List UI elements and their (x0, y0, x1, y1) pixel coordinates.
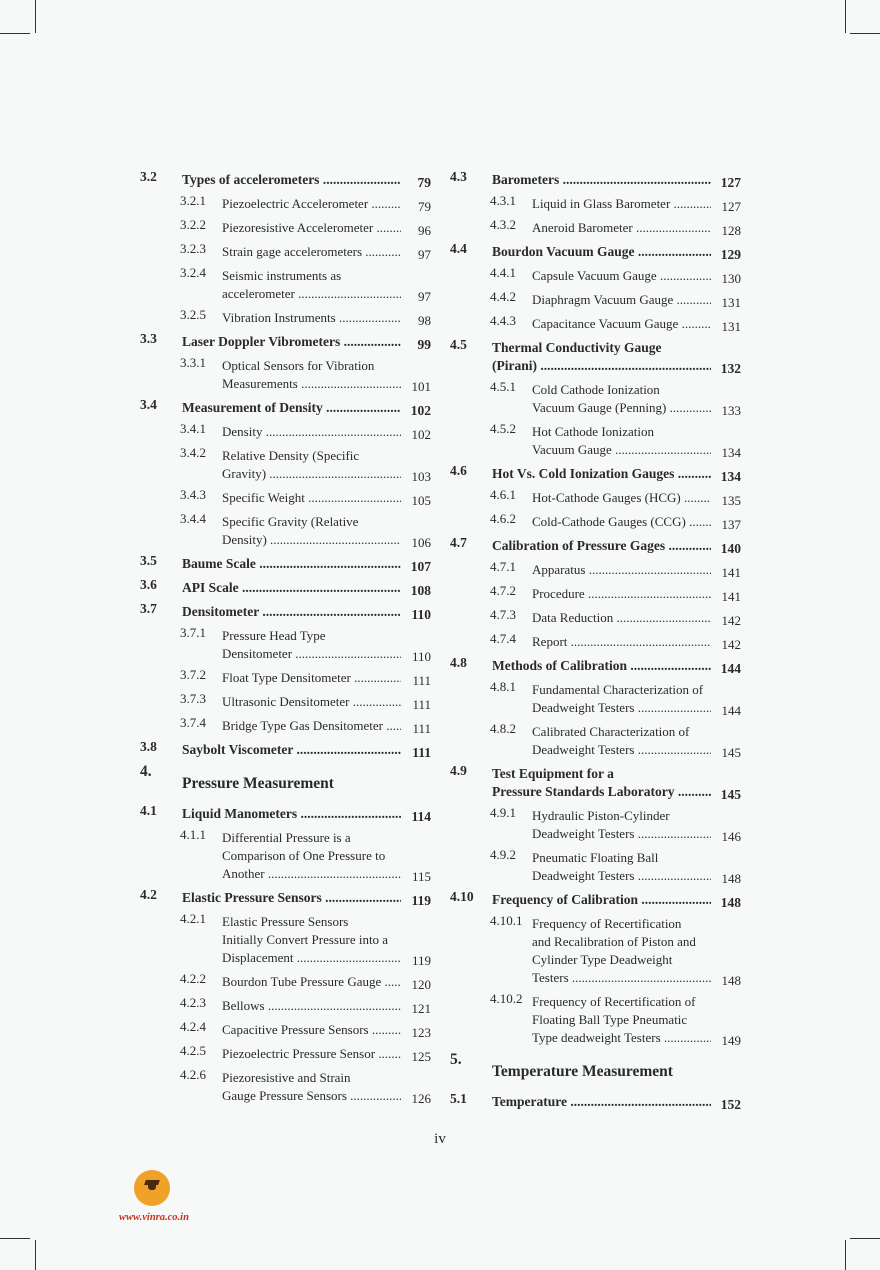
toc-number: 3.7.2 (180, 667, 206, 682)
toc-title: Strain gage accelerometers ..... (222, 243, 401, 261)
toc-page-number: 97 (418, 289, 431, 304)
toc-title: Another ..... (222, 865, 401, 883)
toc-subsection[interactable] (450, 558, 741, 582)
toc-page-number: 127 (720, 175, 741, 190)
toc-page-number: 152 (720, 1097, 741, 1112)
toc-section[interactable] (140, 738, 431, 762)
toc-page-number: 106 (411, 535, 431, 550)
toc-subsection[interactable] (140, 444, 431, 486)
toc-title: Liquid Manometers ..... (182, 805, 401, 823)
toc-subsection[interactable] (450, 312, 741, 336)
toc-subsection[interactable] (450, 990, 741, 1050)
toc-section[interactable] (140, 886, 431, 910)
toc-title: Types of accelerometers ..... (182, 171, 401, 189)
toc-number: 3.2.1 (180, 193, 206, 208)
toc-page-number: 144 (720, 661, 741, 676)
toc-title: Specific Weight ..... (222, 489, 401, 507)
toc-number: 3.7.1 (180, 625, 206, 640)
toc-title: Saybolt Viscometer ..... (182, 741, 401, 759)
toc-number: 4.7.3 (490, 607, 516, 622)
toc-page-number: 111 (412, 673, 431, 688)
toc-title: Bridge Type Gas Densitometer ..... (222, 717, 401, 735)
toc-title: Type deadweight Testers ..... (532, 1029, 711, 1047)
toc-title: (Pirani) ..... (492, 357, 711, 375)
toc-chapter[interactable] (450, 1050, 741, 1090)
toc-number: 3.3 (140, 331, 157, 346)
toc-page-number: 145 (721, 745, 741, 760)
toc-page-number: 148 (720, 895, 741, 910)
toc-section[interactable] (140, 552, 431, 576)
toc-subsection[interactable] (140, 970, 431, 994)
toc-title: Density ..... (222, 423, 401, 441)
toc-page-number: 141 (721, 565, 741, 580)
toc-page-number: 140 (720, 541, 741, 556)
toc-number: 3.4.1 (180, 421, 206, 436)
toc-subsection[interactable] (140, 826, 431, 886)
toc-title: Laser Doppler Vibrometers ..... (182, 333, 401, 351)
page-number: iv (434, 1131, 446, 1147)
toc-page-number: 125 (411, 1049, 431, 1064)
toc-title: Piezoelectric Accelerometer ..... (222, 195, 401, 213)
toc-number: 5. (450, 1051, 462, 1068)
toc-subsection[interactable] (450, 678, 741, 720)
toc-page-number: 121 (411, 1001, 431, 1016)
crop-mark (35, 0, 36, 33)
toc-number: 3.3.1 (180, 355, 206, 370)
toc-number: 3.7.3 (180, 691, 206, 706)
toc-number: 4.2.2 (180, 971, 206, 986)
toc-subsection[interactable] (450, 192, 741, 216)
toc-title: Pressure Head Type (222, 628, 326, 643)
toc-title: Bellows ..... (222, 997, 401, 1015)
toc-number: 4.4.2 (490, 289, 516, 304)
toc-subsection[interactable] (140, 994, 431, 1018)
toc-title: Differential Pressure is a (222, 830, 351, 845)
toc-subsection[interactable] (450, 846, 741, 888)
toc-number: 4.4.3 (490, 313, 516, 328)
toc-page-number: 131 (721, 319, 741, 334)
toc-section[interactable] (140, 396, 431, 420)
toc-page-number: 131 (721, 295, 741, 310)
toc-page-number: 142 (721, 637, 741, 652)
toc-title: Piezoelectric Pressure Sensor ..... (222, 1045, 401, 1063)
toc-title: Cylinder Type Deadweight (532, 952, 673, 967)
toc-page-number: 148 (721, 973, 741, 988)
toc-title: Gravity) ..... (222, 465, 401, 483)
toc-title: Displacement ..... (222, 949, 401, 967)
toc-number: 4.6.2 (490, 511, 516, 526)
toc-page-number: 79 (418, 199, 431, 214)
toc-number: 3.5 (140, 553, 157, 568)
toc-title: Seismic instruments as (222, 268, 342, 283)
toc-title: Floating Ball Type Pneumatic (532, 1012, 688, 1027)
toc-subsection[interactable] (140, 1018, 431, 1042)
crop-mark (845, 1240, 846, 1270)
toc-number: 4.4.1 (490, 265, 516, 280)
toc-page-number: 103 (411, 469, 431, 484)
toc-title: Cold-Cathode Gauges (CCG) ..... (532, 513, 711, 531)
toc-title: Vibration Instruments ..... (222, 309, 401, 327)
toc-title: Bourdon Vacuum Gauge ..... (492, 243, 711, 261)
toc-title: Barometers ..... (492, 171, 711, 189)
toc-page-number: 141 (721, 589, 741, 604)
toc-section[interactable] (140, 600, 431, 624)
toc-subsection[interactable] (140, 624, 431, 666)
toc-page-number: 102 (411, 427, 431, 442)
toc-number: 3.4.3 (180, 487, 206, 502)
toc-number: 4.2.1 (180, 911, 206, 926)
toc-title: Report ..... (532, 633, 711, 651)
toc-title: Calibration of Pressure Gages ..... (492, 537, 711, 555)
toc-title: Hot Vs. Cold Ionization Gauges ..... (492, 465, 711, 483)
toc-title: Baume Scale ..... (182, 555, 401, 573)
toc-section[interactable] (450, 336, 741, 378)
crop-mark (850, 33, 880, 34)
toc-subsection[interactable] (140, 666, 431, 690)
toc-section[interactable] (450, 1090, 741, 1114)
toc-title: Pneumatic Floating Ball (532, 850, 659, 865)
toc-title: Aneroid Barometer ..... (532, 219, 711, 237)
toc-number: 3.7 (140, 601, 157, 616)
toc-subsection[interactable] (140, 216, 431, 240)
toc-subsection[interactable] (450, 912, 741, 990)
toc-number: 3.2.2 (180, 217, 206, 232)
toc-title: Hot-Cathode Gauges (HCG) ..... (532, 489, 711, 507)
toc-title: Deadweight Testers ..... (532, 867, 711, 885)
toc-number: 4.7.2 (490, 583, 516, 598)
toc-number: 4.3.2 (490, 217, 516, 232)
toc-page-number: 119 (411, 893, 431, 908)
toc-title: Frequency of Calibration ..... (492, 891, 711, 909)
toc-title: Elastic Pressure Sensors (222, 914, 349, 929)
toc-title: Capsule Vacuum Gauge ..... (532, 267, 711, 285)
toc-subsection[interactable] (140, 306, 431, 330)
toc-title: Densitometer ..... (182, 603, 401, 621)
toc-subsection[interactable] (450, 582, 741, 606)
toc-page-number: 111 (412, 697, 431, 712)
toc-number: 4.7 (450, 535, 467, 550)
toc-page-number: 129 (720, 247, 741, 262)
toc-page-number: 145 (720, 787, 741, 802)
toc-subsection[interactable] (450, 288, 741, 312)
toc-number: 3.2 (140, 169, 157, 184)
toc-title: Deadweight Testers ..... (532, 699, 711, 717)
toc-title: Float Type Densitometer ..... (222, 669, 401, 687)
toc-section[interactable] (450, 888, 741, 912)
toc-title: Diaphragm Vacuum Gauge ..... (532, 291, 711, 309)
toc-subsection[interactable] (450, 486, 741, 510)
toc-page-number: 97 (418, 247, 431, 262)
toc-page-number: 96 (418, 223, 431, 238)
toc-subsection[interactable] (450, 606, 741, 630)
toc-number: 4.9 (450, 763, 467, 778)
toc-section[interactable] (450, 462, 741, 486)
toc-subsection[interactable] (140, 714, 431, 738)
toc-column-left (140, 168, 431, 1108)
toc-number: 4.6.1 (490, 487, 516, 502)
toc-subsection[interactable] (450, 510, 741, 534)
toc-title: Density) ..... (222, 531, 401, 549)
toc-title: Fundamental Characterization of (532, 682, 704, 697)
toc-page-number: 144 (721, 703, 741, 718)
toc-title: Capacitive Pressure Sensors ..... (222, 1021, 401, 1039)
toc-page-number: 114 (411, 809, 431, 824)
toc-number: 4.3.1 (490, 193, 516, 208)
toc-page-number: 99 (417, 337, 431, 352)
toc-title: Vacuum Gauge ..... (532, 441, 711, 459)
toc-section[interactable] (450, 762, 741, 804)
toc-number: 3.4 (140, 397, 157, 412)
toc-title: Frequency of Recertification of (532, 994, 696, 1009)
toc-title: Piezoresistive and Strain (222, 1070, 351, 1085)
toc-subsection[interactable] (450, 804, 741, 846)
toc-page-number: 137 (721, 517, 741, 532)
toc-number: 4.10.2 (490, 991, 523, 1006)
toc-title: API Scale ..... (182, 579, 401, 597)
toc-number: 4.5.2 (490, 421, 516, 436)
toc-title: Densitometer ..... (222, 645, 401, 663)
toc-title: Data Reduction ..... (532, 609, 711, 627)
toc-number: 4.2.5 (180, 1043, 206, 1058)
toc-title: Gauge Pressure Sensors ..... (222, 1087, 401, 1105)
toc-subsection[interactable] (140, 264, 431, 306)
toc-number: 4.9.2 (490, 847, 516, 862)
toc-subsection[interactable] (450, 378, 741, 420)
toc-page-number: 120 (411, 977, 431, 992)
toc-number: 4.4 (450, 241, 467, 256)
toc-section[interactable] (140, 330, 431, 354)
toc-page-number: 133 (721, 403, 741, 418)
toc-title: Capacitance Vacuum Gauge ..... (532, 315, 711, 333)
toc-number: 3.6 (140, 577, 157, 592)
toc-title: Ultrasonic Densitometer ..... (222, 693, 401, 711)
toc-page-number: 149 (721, 1033, 741, 1048)
toc-page-number: 101 (411, 379, 431, 394)
toc-page-number: 134 (720, 469, 741, 484)
toc-subsection[interactable] (140, 510, 431, 552)
toc-number: 3.8 (140, 739, 157, 754)
toc-page-number: 146 (721, 829, 741, 844)
toc-number: 4.8.1 (490, 679, 516, 694)
toc-number: 4.2 (140, 887, 157, 902)
toc-page-number: 132 (720, 361, 741, 376)
toc-section[interactable] (140, 802, 431, 826)
toc-subsection[interactable] (450, 420, 741, 462)
toc-subsection[interactable] (140, 910, 431, 970)
toc-number: 4.6 (450, 463, 467, 478)
toc-page-number: 102 (410, 403, 431, 418)
toc-title: Pressure Standards Laboratory ..... (492, 783, 711, 801)
toc-page-number: 110 (411, 607, 431, 622)
toc-page-number: 134 (721, 445, 741, 460)
toc-title: Temperature ..... (492, 1093, 711, 1111)
toc-page-number: 105 (411, 493, 431, 508)
toc-number: 3.2.4 (180, 265, 206, 280)
toc-title: Specific Gravity (Relative (222, 514, 359, 529)
toc-number: 4.3 (450, 169, 467, 184)
toc-title: Measurements ..... (222, 375, 401, 393)
toc-page-number: 111 (412, 745, 431, 760)
toc-number: 4. (140, 763, 152, 780)
toc-title: Comparison of One Pressure to (222, 848, 386, 863)
toc-page-number: 123 (411, 1025, 431, 1040)
toc-page-number: 126 (411, 1091, 431, 1106)
toc-number: 3.4.2 (180, 445, 206, 460)
toc-number: 3.4.4 (180, 511, 206, 526)
toc-section[interactable] (450, 654, 741, 678)
toc-section[interactable] (450, 168, 741, 192)
toc-title: Procedure ..... (532, 585, 711, 603)
publisher-url: www.vinra.co.in (119, 1212, 189, 1223)
toc-chapter[interactable] (140, 762, 431, 802)
crop-mark (845, 0, 846, 33)
toc-subsection[interactable] (140, 192, 431, 216)
toc-section[interactable] (140, 168, 431, 192)
toc-title: Initially Convert Pressure into a (222, 932, 389, 947)
toc-number: 4.8 (450, 655, 467, 670)
crop-mark (850, 1238, 880, 1239)
toc-title: Elastic Pressure Sensors ..... (182, 889, 401, 907)
toc-page-number: 110 (411, 649, 431, 664)
toc-subsection[interactable] (450, 264, 741, 288)
toc-title: Calibrated Characterization of (532, 724, 690, 739)
toc-title: Deadweight Testers ..... (532, 741, 711, 759)
toc-number: 4.5 (450, 337, 467, 352)
toc-number: 4.9.1 (490, 805, 516, 820)
toc-subsection[interactable] (140, 486, 431, 510)
toc-page-number: 108 (410, 583, 431, 598)
toc-title: Liquid in Glass Barometer ..... (532, 195, 711, 213)
toc-subsection[interactable] (140, 690, 431, 714)
toc-page-number: 79 (417, 175, 431, 190)
toc-title: accelerometer ..... (222, 285, 401, 303)
toc-subsection[interactable] (140, 354, 431, 396)
toc-subsection[interactable] (450, 216, 741, 240)
toc-number: 4.2.6 (180, 1067, 206, 1082)
toc-section[interactable] (140, 576, 431, 600)
toc-page-number: 142 (721, 613, 741, 628)
toc-page-number: 119 (411, 953, 431, 968)
toc-title: Apparatus ..... (532, 561, 711, 579)
toc-title: Testers ..... (532, 969, 711, 987)
toc-page-number: 107 (410, 559, 431, 574)
toc-subsection[interactable] (140, 1042, 431, 1066)
toc-title: Measurement of Density ..... (182, 399, 401, 417)
toc-number: 4.7.4 (490, 631, 516, 646)
toc-title: Pressure Measurement (182, 775, 334, 792)
crop-mark (0, 33, 30, 34)
toc-section[interactable] (450, 240, 741, 264)
toc-title: Piezoresistive Accelerometer ..... (222, 219, 401, 237)
toc-number: 4.1 (140, 803, 157, 818)
toc-title: Optical Sensors for Vibration (222, 358, 375, 373)
toc-title: Hot Cathode Ionization (532, 424, 655, 439)
toc-title: Cold Cathode Ionization (532, 382, 660, 397)
toc-page-number: 148 (721, 871, 741, 886)
toc-title: Test Equipment for a (492, 766, 614, 781)
crop-mark (0, 1238, 30, 1239)
toc-page-number: 127 (721, 199, 741, 214)
graduation-cap-icon (134, 1170, 170, 1206)
toc-number: 3.2.5 (180, 307, 206, 322)
toc-column-right (450, 168, 741, 1114)
toc-title: and Recalibration of Piston and (532, 934, 696, 949)
toc-number: 4.2.4 (180, 1019, 206, 1034)
toc-subsection[interactable] (140, 420, 431, 444)
toc-number: 3.7.4 (180, 715, 206, 730)
toc-title: Hydraulic Piston-Cylinder (532, 808, 670, 823)
toc-subsection[interactable] (140, 1066, 431, 1108)
toc-title: Frequency of Recertification (532, 916, 682, 931)
toc-title: Thermal Conductivity Gauge (492, 340, 662, 355)
toc-title: Methods of Calibration ..... (492, 657, 711, 675)
toc-page-number: 98 (418, 313, 431, 328)
toc-page-number: 115 (411, 869, 431, 884)
toc-number: 4.5.1 (490, 379, 516, 394)
crop-mark (35, 1240, 36, 1270)
toc-number: 4.10.1 (490, 913, 523, 928)
toc-title: Vacuum Gauge (Penning) ..... (532, 399, 711, 417)
toc-section[interactable] (450, 534, 741, 558)
toc-page-number: 135 (721, 493, 741, 508)
toc-number: 4.1.1 (180, 827, 206, 842)
toc-number: 4.2.3 (180, 995, 206, 1010)
toc-title: Temperature Measurement (492, 1063, 673, 1080)
toc-title: Relative Density (Specific (222, 448, 360, 463)
toc-number: 3.2.3 (180, 241, 206, 256)
toc-subsection[interactable] (140, 240, 431, 264)
toc-number: 5.1 (450, 1091, 467, 1106)
toc-subsection[interactable] (450, 630, 741, 654)
toc-number: 4.10 (450, 889, 474, 904)
toc-number: 4.7.1 (490, 559, 516, 574)
toc-page-number: 130 (721, 271, 741, 286)
toc-page-number: 111 (412, 721, 431, 736)
toc-number: 4.8.2 (490, 721, 516, 736)
toc-subsection[interactable] (450, 720, 741, 762)
toc-title: Deadweight Testers ..... (532, 825, 711, 843)
toc-title: Bourdon Tube Pressure Gauge ..... (222, 973, 401, 991)
toc-page-number: 128 (721, 223, 741, 238)
